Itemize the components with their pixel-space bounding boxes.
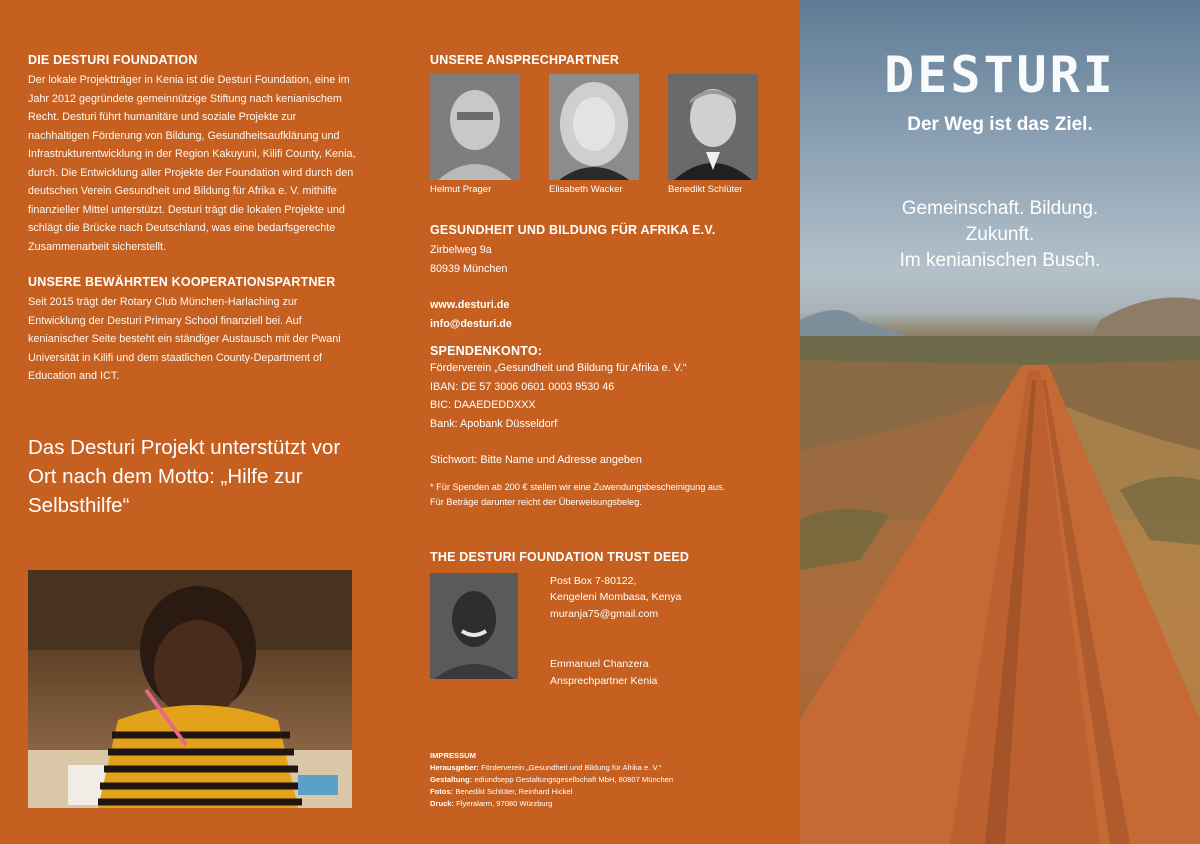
- portrait-elisabeth: [549, 74, 639, 180]
- trust-heading: THE DESTURI FOUNDATION TRUST DEED: [430, 549, 690, 564]
- portrait-helmut: [430, 74, 520, 180]
- trust-name: Emmanuel Chanzera: [550, 658, 649, 670]
- claim-line-1: Gemeinschaft. Bildung.: [901, 198, 1099, 219]
- claim-line-3: Im kenianischen Busch.: [899, 250, 1101, 271]
- donation-iban: IBAN: DE 57 3006 0601 0003 9530 46: [430, 380, 615, 393]
- trust-row: [430, 573, 780, 690]
- partners-heading: UNSERE BEWÄHRTEN KOOPERATIONSPARTNER: [28, 275, 336, 289]
- impressum-print: Druck: Flyeralarm, 97080 Würzburg: [430, 799, 553, 808]
- left-column: [28, 52, 358, 386]
- donation-details: [430, 359, 780, 470]
- donation-bic: BIC: DAAEDEDDXXX: [430, 399, 536, 411]
- impressum-photos: Fotos: Benedikt Schlüter, Reinhard Hickel: [430, 787, 573, 796]
- partners-text: Seit 2015 trägt der Rotary Club München-Harlaching zur Entwicklung der Desturi Primary School finanziell bei. Auf kenianischer Seite besteht ein ständiger Austausch mit der Pwani Universität in Kilifi und dem staatlichen County-Department of Education and ICT.: [28, 296, 341, 382]
- claims: [800, 196, 1200, 274]
- foundation-heading: DIE DESTURI FOUNDATION: [28, 53, 198, 67]
- tagline: Der Weg ist das Ziel.: [907, 114, 1093, 135]
- donation-bank: Bank: Apobank Düsseldorf: [430, 417, 558, 430]
- org-links: [430, 296, 780, 333]
- foundation-text: Der lokale Projektträger in Kenia ist die Desturi Foundation, eine im Jahr 2012 gegründete gemeinnützige Stiftung nach kenianischem Recht. Desturi führt humanitäre und soziale Projekte zur nachhaltigen Förderung von Bildung, Gesundheitsaufklärung und Infrastrukturentwicklung in der Region Kakuyuni, Kilifi County, Kenia, durch. Die Entwicklung aller Projekte der Foundation wird durch den deutschen Verein Gesundheit und Bildung für Afrika e. V. mithilfe finanzieller Mittel unterstützt. Desturi trägt die lokalen Projekte und schlägt die Brücke nach Deutschland, was eine bedarfsgerechte Zusammenarbeit sicherstellt.: [28, 74, 356, 253]
- email-link[interactable]: info@desturi.de: [430, 317, 512, 330]
- brand-logo: DESTURI: [884, 46, 1116, 104]
- contact-name: Benedikt Schlüter: [668, 184, 743, 195]
- trust-role: Ansprechpartner Kenia: [550, 674, 658, 687]
- org-heading: GESUNDHEIT UND BILDUNG FÜR AFRIKA E.V.: [430, 223, 716, 237]
- contact-name: Elisabeth Wacker: [549, 184, 623, 195]
- portrait-emmanuel: [430, 573, 518, 679]
- middle-column: [430, 52, 780, 689]
- donation-heading: SPENDENKONTO:: [430, 344, 543, 358]
- donation-keyword: Stichwort: Bitte Name und Adresse angeben: [430, 454, 642, 466]
- trust-line-1: Post Box 7-80122,: [550, 574, 637, 587]
- org-street: Zirbelweg 9a: [430, 244, 492, 256]
- contacts-row: [430, 74, 780, 196]
- website-link[interactable]: www.desturi.de: [430, 299, 510, 311]
- trust-line-2: Kengeleni Mombasa, Kenya: [550, 591, 682, 603]
- impressum: [430, 750, 770, 810]
- donation-note-2: Für Beträge darunter reicht der Überweisungsbeleg.: [430, 497, 642, 507]
- org-address: [430, 241, 780, 278]
- contacts-heading: UNSERE ANSPRECHPARTNER: [430, 53, 620, 67]
- trust-text: [550, 573, 681, 690]
- trust-email[interactable]: muranja75@gmail.com: [550, 607, 659, 620]
- impressum-heading: IMPRESSUM: [430, 751, 476, 760]
- impressum-publisher: Herausgeber: Förderverein „Gesundheit und Bildung für Afrika e. V.“: [430, 763, 662, 772]
- donation-holder: Förderverein „Gesundheit und Bildung für Afrika e. V.“: [430, 362, 687, 374]
- contact-card: [430, 74, 520, 196]
- motto-text: Das Desturi Projekt unterstützt vor Ort nach dem Motto: „Hilfe zur Selbsthilfe“: [28, 436, 341, 517]
- contact-card: [668, 74, 758, 196]
- impressum-design: Gestaltung: ediundsepp Gestaltungsgesellschaft MbH, 80807 München: [430, 775, 674, 784]
- road-photo-panel: [800, 0, 1200, 844]
- org-city: 80939 München: [430, 262, 508, 275]
- contact-name: Helmut Prager: [430, 184, 492, 195]
- portrait-benedikt: [668, 74, 758, 180]
- contact-card: [549, 74, 639, 196]
- donation-note-1: * Für Spenden ab 200 € stellen wir eine Zuwendungsbescheinigung aus.: [430, 481, 726, 492]
- claim-line-2: Zukunft.: [965, 224, 1035, 245]
- child-photo: [28, 570, 352, 808]
